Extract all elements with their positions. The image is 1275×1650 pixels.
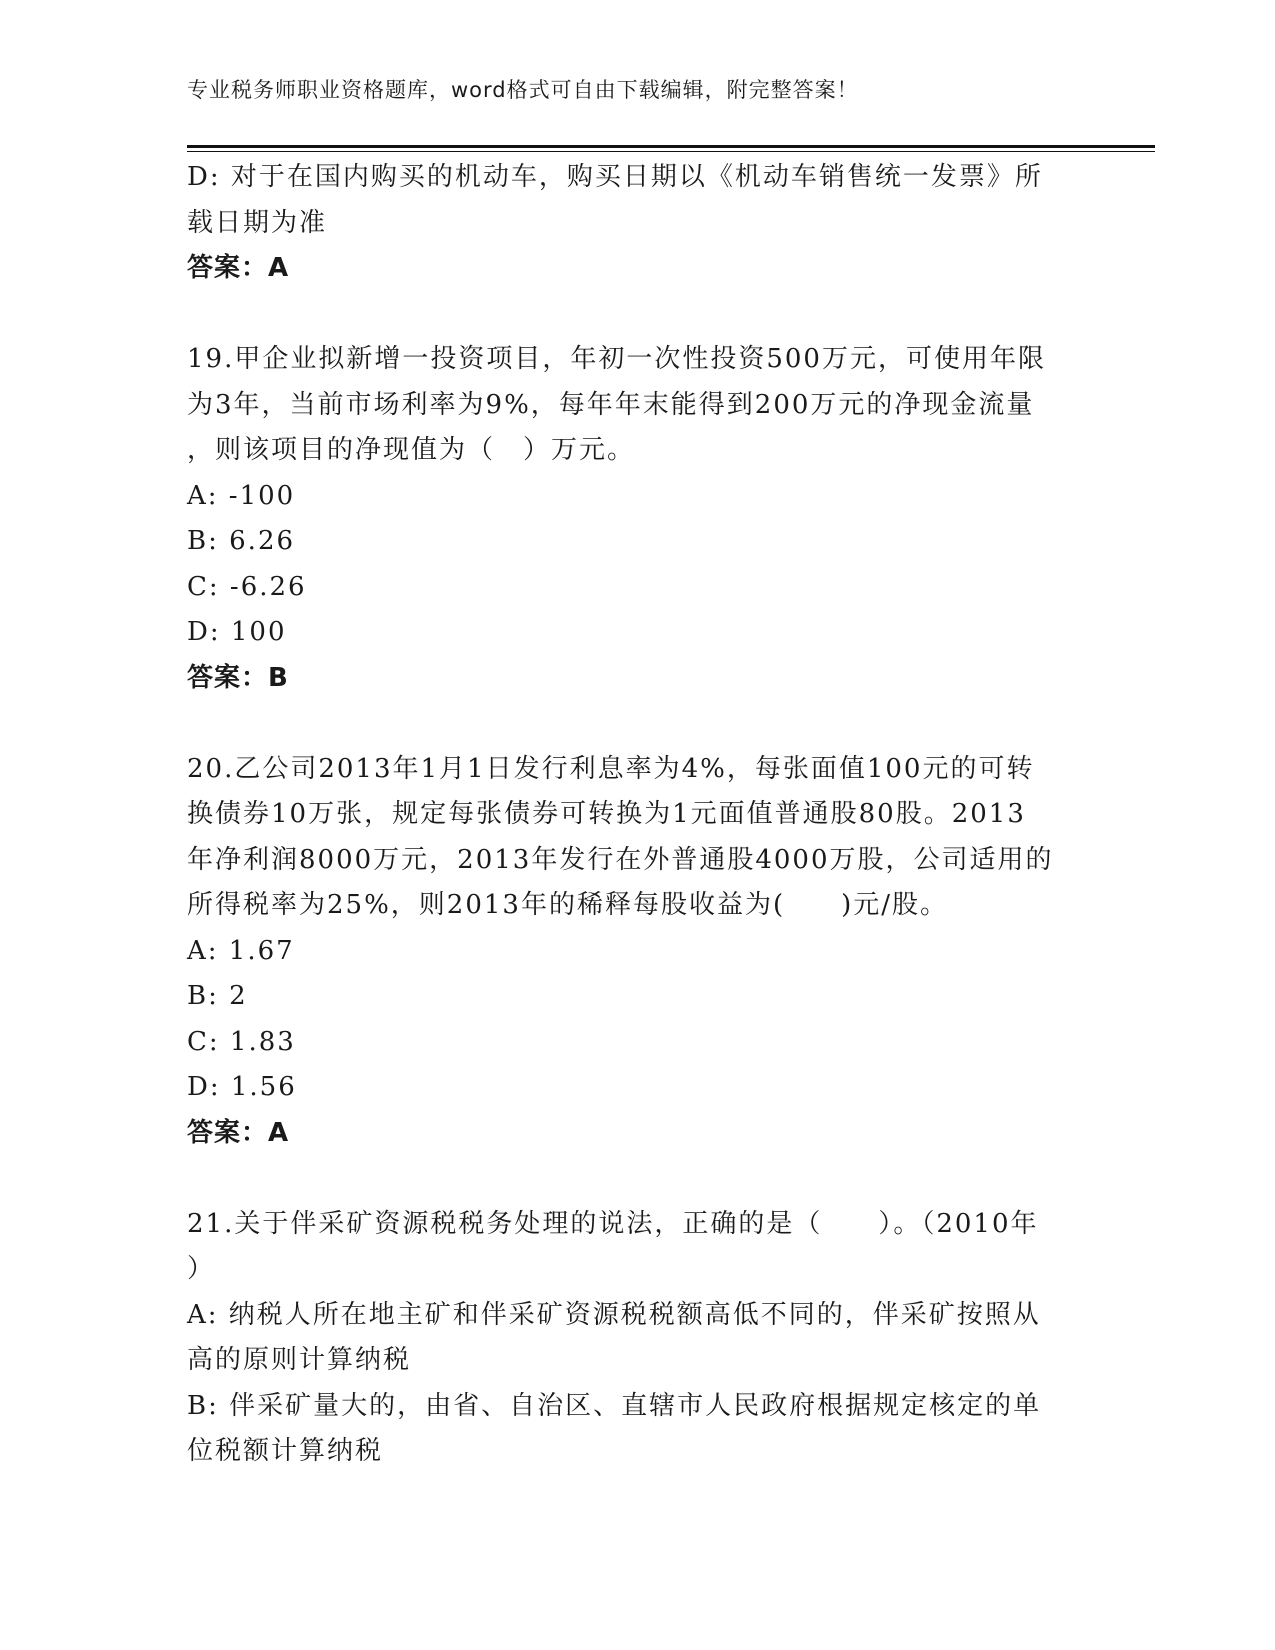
document-body — [187, 155, 1087, 1475]
q21-option-a-line-2: 高的原则计算纳税 — [187, 1345, 412, 1375]
q20-option-b: B: 2 — [187, 981, 248, 1011]
q21-option-b-line-2: 位税额计算纳税 — [187, 1436, 384, 1466]
q21-option-b-line-1: B: 伴采矿量大的，由省、自治区、直辖市人民政府根据规定核定的单 — [187, 1390, 1042, 1421]
header-rule-thin — [187, 151, 1155, 152]
q19-stem-line-1: 19.甲企业拟新增一投资项目，年初一次性投资500万元，可使用年限 — [187, 344, 1046, 374]
q20-stem-line-1: 20.乙公司2013年1月1日发行利息率为4%，每张面值100元的可转 — [187, 753, 1035, 784]
q20-option-c: C: 1.83 — [187, 1026, 296, 1057]
q20-stem-line-3: 年净利润8000万元，2013年发行在外普通股4000万股，公司适用的 — [187, 844, 1054, 875]
q20-option-d: D: 1.56 — [187, 1072, 297, 1102]
spacer — [187, 1156, 1087, 1202]
page-header: 专业税务师职业资格题库，word格式可自由下载编辑，附完整答案！ — [187, 78, 859, 102]
prev-option-d-line-1: D: 对于在国内购买的机动车，购买日期以《机动车销售统一发票》所 — [187, 162, 1043, 192]
q21-option-a-line-1: A: 纳税人所在地主矿和伴采矿资源税税额高低不同的，伴采矿按照从 — [187, 1299, 1041, 1330]
q19-option-a: A: -100 — [187, 480, 296, 511]
q20-stem-line-2: 换债券10万张，规定每张债券可转换为1元面值普通股80股。2013 — [187, 799, 1026, 829]
q21-stem-line-2: ） — [187, 1254, 216, 1284]
prev-answer: 答案：A — [187, 253, 290, 283]
spacer — [187, 292, 1087, 338]
q19-answer: 答案：B — [187, 662, 289, 693]
prev-option-d-line-2: 载日期为准 — [187, 207, 328, 238]
q20-answer: 答案：A — [187, 1117, 290, 1148]
header-rule-thick — [187, 145, 1155, 148]
q20-stem-line-4: 所得税率为25%，则2013年的稀释每股收益为( )元/股。 — [187, 890, 949, 920]
q21-stem-line-1: 21.关于伴采矿资源税税务处理的说法，正确的是（ ）。（2010年 — [187, 1208, 1039, 1239]
q19-option-d: D: 100 — [187, 617, 287, 647]
q19-stem-line-3: ，则该项目的净现值为（ ）万元。 — [187, 435, 636, 465]
spacer — [187, 701, 1087, 747]
q19-stem-line-2: 为3年，当前市场利率为9%，每年年末能得到200万元的净现金流量 — [187, 389, 1035, 420]
q20-option-a: A: 1.67 — [187, 935, 295, 966]
q19-option-c: C: -6.26 — [187, 571, 307, 602]
q19-option-b: B: 6.26 — [187, 526, 296, 556]
